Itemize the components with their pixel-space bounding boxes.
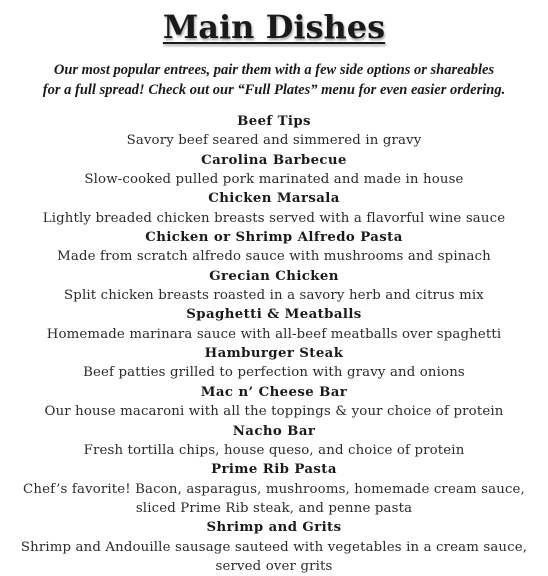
dish-name: Grecian Chicken xyxy=(209,268,339,284)
dish-item xyxy=(0,422,548,461)
dish-name: Nacho Bar xyxy=(232,423,316,439)
dish-name: Spaghetti & Meatballs xyxy=(186,307,362,323)
dish-item xyxy=(0,460,548,518)
dish-item xyxy=(0,383,548,422)
dish-item xyxy=(0,228,548,267)
dish-description: Shrimp and Andouille sausage sauteed with vegetables in a cream sauce, xyxy=(20,539,528,555)
dish-name: Mac n’ Cheese Bar xyxy=(200,384,348,400)
intro-text-line-1: Our most popular entrees, pair them with a few side options or shareables xyxy=(53,62,495,78)
dish-description: Beef patties grilled to perfection with gravy and onions xyxy=(83,365,465,381)
page-title: Main Dishes xyxy=(162,8,386,46)
dish-description: Savory beef seared and simmered in gravy xyxy=(126,133,422,149)
dish-name: Chicken Marsala xyxy=(208,191,340,207)
dish-description: sliced Prime Rib steak, and penne pasta xyxy=(135,500,413,516)
dish-name: Shrimp and Grits xyxy=(206,520,342,536)
dish-item xyxy=(0,344,548,383)
dish-item xyxy=(0,112,548,151)
dish-name: Carolina Barbecue xyxy=(201,152,347,168)
dish-item xyxy=(0,518,548,576)
dish-name: Prime Rib Pasta xyxy=(211,462,337,478)
intro-text-line-2: for a full spread! Check out our “Full Plates” menu for even easier ordering. xyxy=(42,82,506,98)
dish-item xyxy=(0,189,548,228)
dish-description: Our house macaroni with all the toppings & your choice of protein xyxy=(44,404,504,420)
dish-item xyxy=(0,267,548,306)
dish-description: Chef’s favorite! Bacon, asparagus, mushrooms, homemade cream sauce, xyxy=(23,481,525,497)
dish-description: Lightly breaded chicken breasts served with a flavorful wine sauce xyxy=(42,210,506,226)
dish-description: Slow-cooked pulled pork marinated and made in house xyxy=(84,172,464,188)
dish-name: Hamburger Steak xyxy=(204,346,344,362)
dish-list xyxy=(0,112,548,576)
dish-name: Chicken or Shrimp Alfredo Pasta xyxy=(145,230,403,246)
dish-description: Split chicken breasts roasted in a savory herb and citrus mix xyxy=(64,288,484,304)
dish-item xyxy=(0,151,548,190)
dish-description: Homemade marinara sauce with all-beef meatballs over spaghetti xyxy=(46,326,502,342)
dish-item xyxy=(0,305,548,344)
dish-description: served over grits xyxy=(215,558,333,574)
dish-name: Beef Tips xyxy=(237,114,311,129)
dish-description: Fresh tortilla chips, house queso, and choice of protein xyxy=(83,442,465,458)
dish-description: Made from scratch alfredo sauce with mushrooms and spinach xyxy=(57,249,491,265)
